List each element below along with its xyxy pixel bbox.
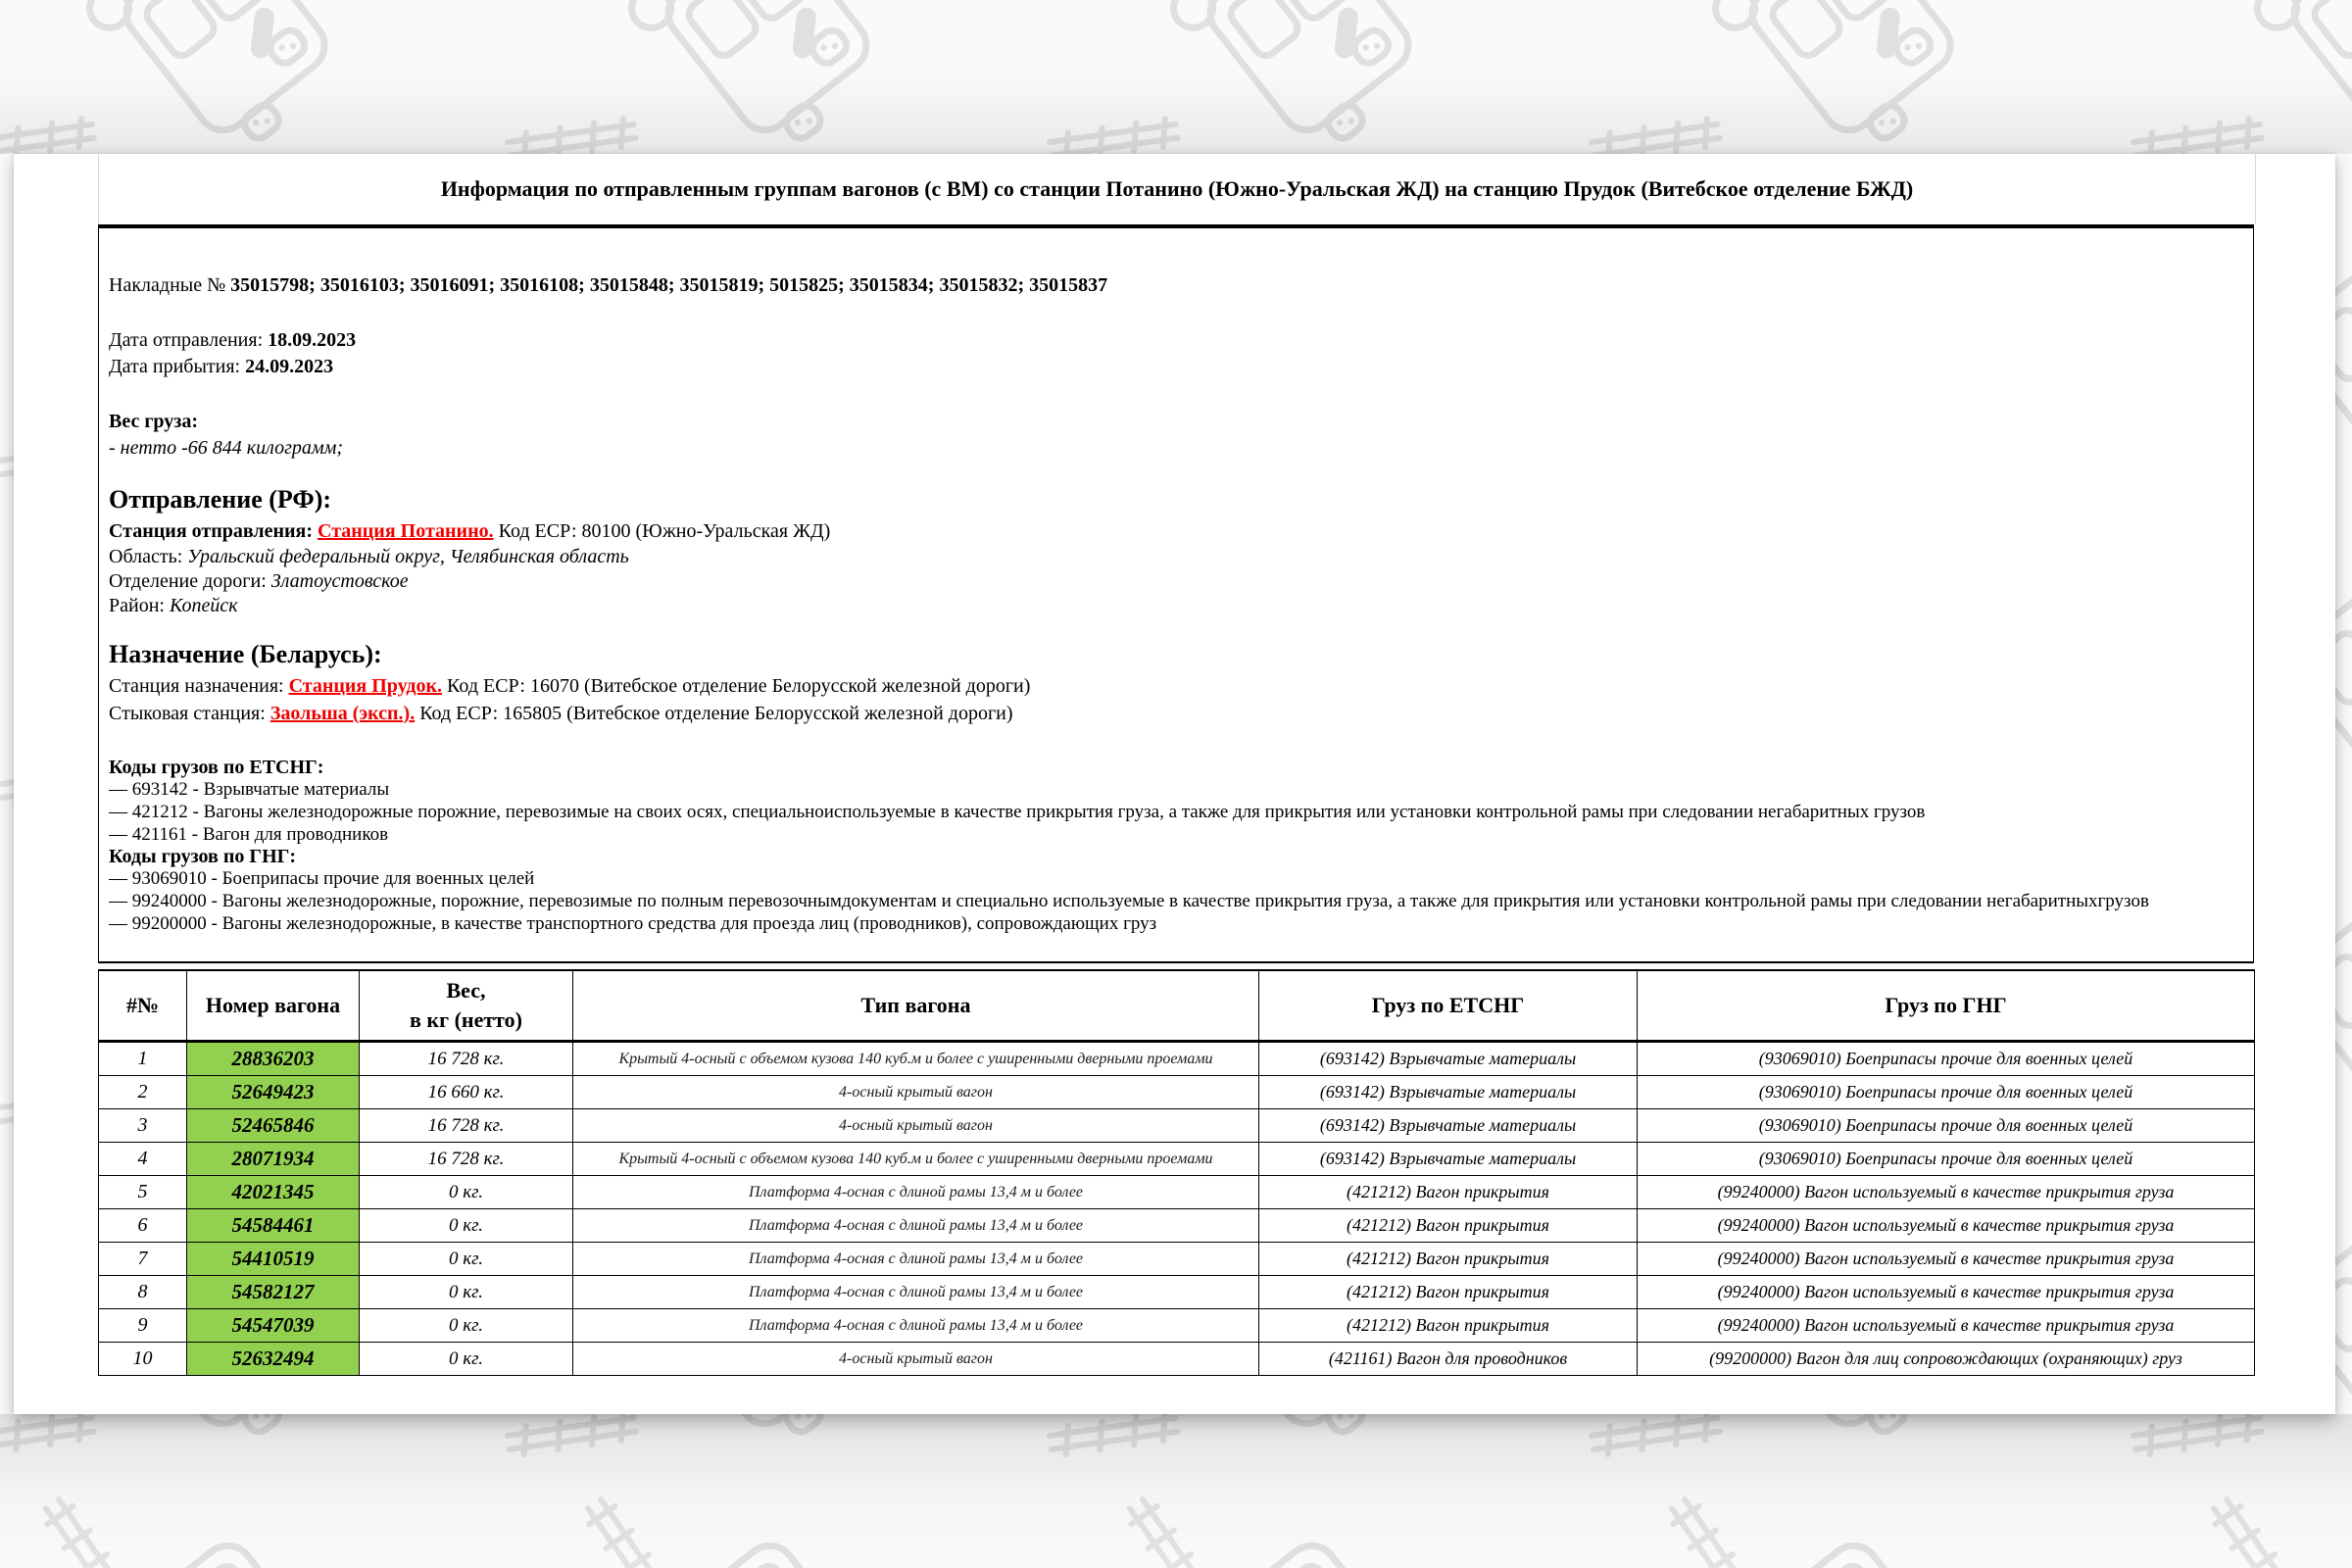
cell-cargo-etsng: (421212) Вагон прикрытия [1259, 1276, 1638, 1309]
table-row [99, 1076, 2255, 1109]
cell-cargo-gng: (93069010) Боеприпасы прочие для военных целей [1638, 1143, 2255, 1176]
cell-weight: 0 кг. [360, 1343, 573, 1376]
waybills-line [109, 274, 2243, 297]
cell-cargo-gng: (99240000) Вагон используемый в качестве прикрытия груза [1638, 1243, 2255, 1276]
cell-cargo-etsng: (421212) Вагон прикрытия [1259, 1176, 1638, 1209]
table-row [99, 1042, 2255, 1076]
table-row [99, 1176, 2255, 1209]
junction-station-rest: Код ЕСР: 165805 (Витебское отделение Белорусской железной дороги) [415, 703, 1013, 724]
wagon-table-body [99, 1042, 2255, 1376]
arrival-date-line [109, 356, 2243, 378]
cell-row-number: 8 [99, 1276, 187, 1309]
weight-heading: Вес груза: [109, 411, 198, 432]
gng-code-line: — 99200000 - Вагоны железнодорожные, в качестве транспортного средства для проезда лиц (проводников), сопровождающих груз [109, 913, 1157, 934]
destination-station-link[interactable]: Станция Прудок. [288, 675, 443, 697]
junction-station-label: Стыковая станция: [109, 703, 270, 724]
etsng-code-line: — 693142 - Взрывчатые материалы [109, 779, 390, 800]
cell-cargo-etsng: (421161) Вагон для проводников [1259, 1343, 1638, 1376]
cell-cargo-gng: (93069010) Боеприпасы прочие для военных целей [1638, 1076, 2255, 1109]
waybills-label: Накладные № [109, 274, 231, 296]
table-row [99, 1243, 2255, 1276]
origin-division-value: Златоустовское [270, 570, 409, 592]
cell-cargo-etsng: (693142) Взрывчатые материалы [1259, 1143, 1638, 1176]
cell-row-number: 7 [99, 1243, 187, 1276]
origin-heading: Отправление (РФ): [109, 485, 332, 514]
arrival-date-value: 24.09.2023 [245, 356, 334, 377]
origin-station-line [109, 520, 2243, 543]
weight-netto: - нетто -66 844 килограмм; [109, 437, 344, 459]
wagon-table [98, 969, 2255, 1376]
cell-wagon-number: 54584461 [187, 1209, 360, 1243]
cell-weight: 0 кг. [360, 1309, 573, 1343]
destination-station-rest: Код ЕСР: 16070 (Витебское отделение Белорусской железной дороги) [442, 675, 1031, 697]
header-wagon-type: Тип вагона [573, 970, 1259, 1042]
cell-row-number: 1 [99, 1042, 187, 1076]
page-title: Информация по отправленным группам вагонов (с ВМ) со станции Потанино (Южно-Уральская ЖД) на станцию Прудок (Витебское отделение БЖД) [440, 176, 1914, 201]
cell-cargo-etsng: (693142) Взрывчатые материалы [1259, 1109, 1638, 1143]
gng-code-list [109, 868, 2243, 936]
origin-region-line [109, 546, 2243, 568]
cell-cargo-gng: (99200000) Вагон для лиц сопровождающих (охраняющих) груз [1638, 1343, 2255, 1376]
origin-division-line [109, 570, 2243, 593]
cell-row-number: 3 [99, 1109, 187, 1143]
cell-wagon-type: 4-осный крытый вагон [573, 1076, 1259, 1109]
origin-station-rest: Код ЕСР: 80100 (Южно-Уральская ЖД) [493, 520, 831, 542]
header-gng: Груз по ГНГ [1638, 970, 2255, 1042]
cell-wagon-type: 4-осный крытый вагон [573, 1343, 1259, 1376]
cell-wagon-number: 52649423 [187, 1076, 360, 1109]
cell-cargo-etsng: (421212) Вагон прикрытия [1259, 1243, 1638, 1276]
cell-wagon-number: 28071934 [187, 1143, 360, 1176]
cell-weight: 16 728 кг. [360, 1042, 573, 1076]
origin-district-label: Район: [109, 595, 170, 616]
table-row [99, 1309, 2255, 1343]
cell-wagon-number: 28836203 [187, 1042, 360, 1076]
origin-district-line [109, 595, 2243, 617]
gng-code-line: — 99240000 - Вагоны железнодорожные, порожние, перевозимые по полным перевозочнымдокументам и специально используемые в качестве прикрытия груза, а также для прикрытия или установки контрольной рамы при следовании негабаритныхгрузов [109, 891, 2149, 911]
shipment-info-box [98, 224, 2254, 963]
cell-row-number: 6 [99, 1209, 187, 1243]
cell-weight: 0 кг. [360, 1209, 573, 1243]
destination-heading: Назначение (Беларусь): [109, 640, 382, 668]
table-row [99, 1143, 2255, 1176]
cell-weight: 16 728 кг. [360, 1143, 573, 1176]
origin-division-label: Отделение дороги: [109, 570, 271, 592]
header-weight [360, 970, 573, 1042]
departure-date-line [109, 329, 2243, 352]
header-etsng: Груз по ЕТСНГ [1259, 970, 1638, 1042]
cell-wagon-number: 42021345 [187, 1176, 360, 1209]
top-shade [0, 0, 2352, 154]
cell-cargo-gng: (99240000) Вагон используемый в качестве прикрытия груза [1638, 1209, 2255, 1243]
departure-date-value: 18.09.2023 [268, 329, 357, 351]
cell-wagon-number: 52465846 [187, 1109, 360, 1143]
header-row-number: #№ [99, 970, 187, 1042]
etsng-code-list [109, 779, 2243, 847]
destination-station-line [109, 675, 2243, 698]
cell-wagon-type: Платформа 4-осная с длиной рамы 13,4 м и более [573, 1309, 1259, 1343]
table-header-row [99, 970, 2255, 1042]
cell-weight: 0 кг. [360, 1176, 573, 1209]
cell-row-number: 2 [99, 1076, 187, 1109]
origin-region-label: Область: [109, 546, 188, 567]
table-row [99, 1343, 2255, 1376]
cell-wagon-number: 54410519 [187, 1243, 360, 1276]
header-weight-line2: в кг (нетто) [410, 1007, 522, 1032]
destination-station-label: Станция назначения: [109, 675, 289, 697]
gng-heading: Коды грузов по ГНГ: [109, 846, 297, 867]
cell-cargo-gng: (93069010) Боеприпасы прочие для военных целей [1638, 1109, 2255, 1143]
cell-wagon-type: Платформа 4-осная с длиной рамы 13,4 м и более [573, 1176, 1259, 1209]
cell-wagon-type: Платформа 4-осная с длиной рамы 13,4 м и более [573, 1243, 1259, 1276]
cell-wagon-type: Платформа 4-осная с длиной рамы 13,4 м и более [573, 1209, 1259, 1243]
etsng-heading: Коды грузов по ЕТСНГ: [109, 757, 324, 778]
departure-date-label: Дата отправления: [109, 329, 269, 351]
document-page [14, 154, 2335, 1414]
origin-region-value: Уральский федеральный округ, Челябинская область [187, 546, 629, 567]
cell-weight: 16 728 кг. [360, 1109, 573, 1143]
cell-wagon-number: 54547039 [187, 1309, 360, 1343]
etsng-code-line: — 421212 - Вагоны железнодорожные порожние, перевозимые на своих осях, специальноиспользуемые в качестве прикрытия груза, а также для прикрытия или установки контрольной рамы при следовании негабаритных грузов [109, 802, 1926, 822]
origin-district-value: Копейск [169, 595, 238, 616]
waybills-numbers: 35015798; 35016103; 35016091; 35016108; 35015848; 35015819; 5015825; 35015834; 35015832; 35015837 [230, 274, 1108, 296]
cell-cargo-etsng: (421212) Вагон прикрытия [1259, 1309, 1638, 1343]
table-row [99, 1109, 2255, 1143]
cell-cargo-gng: (99240000) Вагон используемый в качестве прикрытия груза [1638, 1276, 2255, 1309]
cell-wagon-number: 54582127 [187, 1276, 360, 1309]
etsng-code-line: — 421161 - Вагон для проводников [109, 824, 389, 845]
cell-cargo-gng: (99240000) Вагон используемый в качестве прикрытия груза [1638, 1309, 2255, 1343]
cell-cargo-etsng: (693142) Взрывчатые материалы [1259, 1076, 1638, 1109]
cell-wagon-type: Крытый 4-осный с объемом кузова 140 куб.м и более с уширенными дверными проемами [573, 1042, 1259, 1076]
cell-row-number: 9 [99, 1309, 187, 1343]
cell-wagon-type: Платформа 4-осная с длиной рамы 13,4 м и более [573, 1276, 1259, 1309]
cell-cargo-gng: (99240000) Вагон используемый в качестве прикрытия груза [1638, 1176, 2255, 1209]
cell-row-number: 5 [99, 1176, 187, 1209]
origin-station-link[interactable]: Станция Потанино. [318, 520, 494, 542]
title-cell [98, 154, 2256, 224]
header-weight-line1: Вес, [446, 978, 486, 1004]
table-row [99, 1209, 2255, 1243]
cell-wagon-type: Крытый 4-осный с объемом кузова 140 куб.м и более с уширенными дверными проемами [573, 1143, 1259, 1176]
cell-cargo-gng: (93069010) Боеприпасы прочие для военных целей [1638, 1042, 2255, 1076]
cell-row-number: 10 [99, 1343, 187, 1376]
origin-station-label: Станция отправления: [109, 520, 318, 542]
bottom-shade [0, 1414, 2352, 1568]
arrival-date-label: Дата прибытия: [109, 356, 246, 377]
cell-weight: 0 кг. [360, 1243, 573, 1276]
cell-cargo-etsng: (421212) Вагон прикрытия [1259, 1209, 1638, 1243]
cell-wagon-number: 52632494 [187, 1343, 360, 1376]
cell-row-number: 4 [99, 1143, 187, 1176]
junction-station-link[interactable]: Заольша (эксп.). [270, 703, 416, 724]
header-wagon-number: Номер вагона [187, 970, 360, 1042]
gng-code-line: — 93069010 - Боеприпасы прочие для военных целей [109, 868, 535, 889]
cell-wagon-type: 4-осный крытый вагон [573, 1109, 1259, 1143]
table-row [99, 1276, 2255, 1309]
cell-cargo-etsng: (693142) Взрывчатые материалы [1259, 1042, 1638, 1076]
junction-station-line [109, 703, 2243, 725]
cell-weight: 16 660 кг. [360, 1076, 573, 1109]
cell-weight: 0 кг. [360, 1276, 573, 1309]
